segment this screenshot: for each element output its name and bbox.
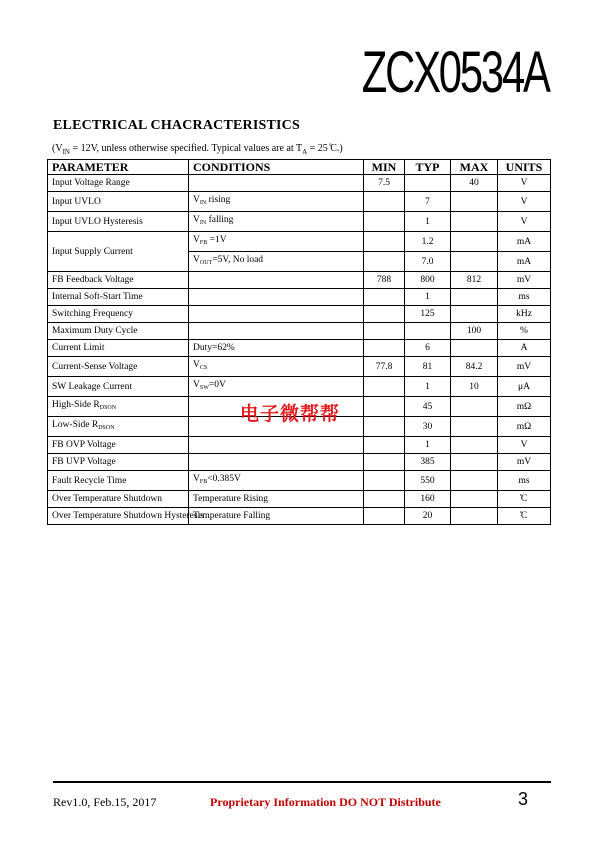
typ-cell (405, 175, 451, 192)
max-cell (451, 192, 498, 212)
max-cell (451, 340, 498, 357)
footer-proprietary-notice: Proprietary Information DO NOT Distribute (210, 795, 441, 809)
cond-cell: $V_{CS}$ (189, 357, 364, 377)
header-parameter: PARAMETER (48, 160, 189, 175)
part-number-title: ZCX0534A (362, 40, 549, 105)
typ-cell: 30 (405, 417, 451, 437)
table-header-row (48, 160, 551, 175)
table-row (48, 491, 551, 508)
typ-cell: 1 (405, 377, 451, 397)
unit-cell: ms (498, 471, 551, 491)
section-title: ELECTRICAL CHACRACTERISTICS (53, 118, 300, 133)
unit-cell: μA (498, 377, 551, 397)
unit-cell: mA (498, 232, 551, 252)
table-row (48, 192, 551, 212)
typ-cell: 6 (405, 340, 451, 357)
cond-cell (189, 175, 364, 192)
cond-cell: $V_{IN}$ rising (189, 192, 364, 212)
header-typ: TYP (405, 160, 451, 175)
note-text: (V (52, 143, 63, 154)
typ-cell: 45 (405, 397, 451, 417)
typ-cell: 550 (405, 471, 451, 491)
param-cell: Input Voltage Range (48, 175, 189, 192)
param-cell: Over Temperature Shutdown Hysteresis (48, 508, 189, 525)
param-cell: Current-Sense Voltage (48, 357, 189, 377)
unit-cell: V (498, 212, 551, 232)
max-cell (451, 232, 498, 252)
watermark-text: 电子微帮帮 (240, 403, 341, 425)
cond-cell: $V_{FB} =1V$ (189, 232, 364, 252)
cond-cell (189, 437, 364, 454)
param-cell: Fault Recycle Time (48, 471, 189, 491)
conditions-note (52, 143, 343, 156)
cond-cell (189, 289, 364, 306)
typ-cell: 1 (405, 289, 451, 306)
cond-cell (189, 306, 364, 323)
max-cell: 10 (451, 377, 498, 397)
table-row (48, 454, 551, 471)
min-cell (364, 417, 405, 437)
unit-cell: V (498, 437, 551, 454)
min-cell (364, 192, 405, 212)
table-row (48, 471, 551, 491)
typ-cell: 81 (405, 357, 451, 377)
param-cell: Low-Side $R_{DSON}$ (48, 417, 189, 437)
header-min: MIN (364, 160, 405, 175)
footer-revision: Rev1.0, Feb.15, 2017 (53, 795, 157, 809)
max-cell (451, 437, 498, 454)
min-cell (364, 471, 405, 491)
min-cell (364, 212, 405, 232)
typ-cell: 800 (405, 272, 451, 289)
max-cell (451, 306, 498, 323)
cond-cell (189, 272, 364, 289)
param-cell: High-Side $R_{DSON}$ (48, 397, 189, 417)
unit-cell: mV (498, 357, 551, 377)
cond-cell (189, 454, 364, 471)
unit-cell: kHz (498, 306, 551, 323)
electrical-characteristics-table (47, 159, 551, 525)
unit-cell: A (498, 340, 551, 357)
table-row (48, 340, 551, 357)
note-text: = 25 ̊C.) (307, 143, 343, 154)
min-cell (364, 289, 405, 306)
typ-cell: 7 (405, 192, 451, 212)
typ-cell: 1 (405, 212, 451, 232)
page-number: 3 (518, 789, 529, 809)
param-cell: FB OVP Voltage (48, 437, 189, 454)
unit-cell: mΩ (498, 397, 551, 417)
unit-cell: ̊C (498, 508, 551, 525)
table-row (48, 272, 551, 289)
min-cell (364, 437, 405, 454)
max-cell (451, 212, 498, 232)
max-cell (451, 397, 498, 417)
cond-cell: $V_{OUT}=5V$, No load (189, 252, 364, 272)
note-text: = 12V, unless otherwise specified. Typical values are at T (69, 143, 303, 154)
cond-cell: Duty=62% (189, 340, 364, 357)
unit-cell: ms (498, 289, 551, 306)
table-row (48, 289, 551, 306)
typ-cell: 7.0 (405, 252, 451, 272)
typ-cell: 1 (405, 437, 451, 454)
table-row (48, 212, 551, 232)
table-row (48, 306, 551, 323)
unit-cell: mA (498, 252, 551, 272)
min-cell (364, 323, 405, 340)
table-row (48, 232, 551, 252)
header-max: MAX (451, 160, 498, 175)
note-sub: IN (62, 148, 70, 156)
unit-cell: % (498, 323, 551, 340)
typ-cell: 20 (405, 508, 451, 525)
max-cell (451, 417, 498, 437)
note-sub: A (302, 148, 308, 156)
cond-cell: Temperature Falling (189, 508, 364, 525)
max-cell (451, 454, 498, 471)
param-cell: Over Temperature Shutdown (48, 491, 189, 508)
min-cell (364, 232, 405, 252)
max-cell: 812 (451, 272, 498, 289)
param-cell: Input Supply Current (48, 232, 189, 272)
table-row (48, 323, 551, 340)
max-cell: 40 (451, 175, 498, 192)
max-cell (451, 252, 498, 272)
typ-cell: 125 (405, 306, 451, 323)
param-cell: SW Leakage Current (48, 377, 189, 397)
min-cell (364, 340, 405, 357)
cond-cell (189, 323, 364, 340)
param-cell: Internal Soft-Start Time (48, 289, 189, 306)
typ-cell: 385 (405, 454, 451, 471)
cond-cell: Temperature Rising (189, 491, 364, 508)
param-cell: Input UVLO Hysteresis (48, 212, 189, 232)
param-cell: Current Limit (48, 340, 189, 357)
unit-cell: mV (498, 272, 551, 289)
unit-cell: V (498, 175, 551, 192)
min-cell: 77.8 (364, 357, 405, 377)
unit-cell: V (498, 192, 551, 212)
min-cell (364, 377, 405, 397)
max-cell: 84.2 (451, 357, 498, 377)
min-cell (364, 508, 405, 525)
cond-cell: $V_{FB}<0.385V$ (189, 471, 364, 491)
min-cell (364, 491, 405, 508)
unit-cell: mV (498, 454, 551, 471)
min-cell (364, 252, 405, 272)
table-row (48, 377, 551, 397)
min-cell: 7.5 (364, 175, 405, 192)
table-row (48, 437, 551, 454)
max-cell (451, 491, 498, 508)
max-cell (451, 508, 498, 525)
min-cell (364, 454, 405, 471)
min-cell: 788 (364, 272, 405, 289)
header-units: UNITS (498, 160, 551, 175)
typ-cell (405, 323, 451, 340)
param-cell: Maximum Duty Cycle (48, 323, 189, 340)
unit-cell: ̊C (498, 491, 551, 508)
table-row (48, 508, 551, 525)
table-row (48, 175, 551, 192)
param-cell: Input UVLO (48, 192, 189, 212)
param-cell: FB Feedback Voltage (48, 272, 189, 289)
cond-cell: $V_{SW}=0V$ (189, 377, 364, 397)
header-conditions: CONDITIONS (189, 160, 364, 175)
max-cell: 100 (451, 323, 498, 340)
unit-cell: mΩ (498, 417, 551, 437)
max-cell (451, 289, 498, 306)
footer-divider (53, 781, 551, 783)
min-cell (364, 397, 405, 417)
typ-cell: 160 (405, 491, 451, 508)
typ-cell: 1.2 (405, 232, 451, 252)
table-row (48, 357, 551, 377)
cond-cell: $V_{IN}$ falling (189, 212, 364, 232)
param-cell: FB UVP Voltage (48, 454, 189, 471)
min-cell (364, 306, 405, 323)
max-cell (451, 471, 498, 491)
param-cell: Switching Frequency (48, 306, 189, 323)
